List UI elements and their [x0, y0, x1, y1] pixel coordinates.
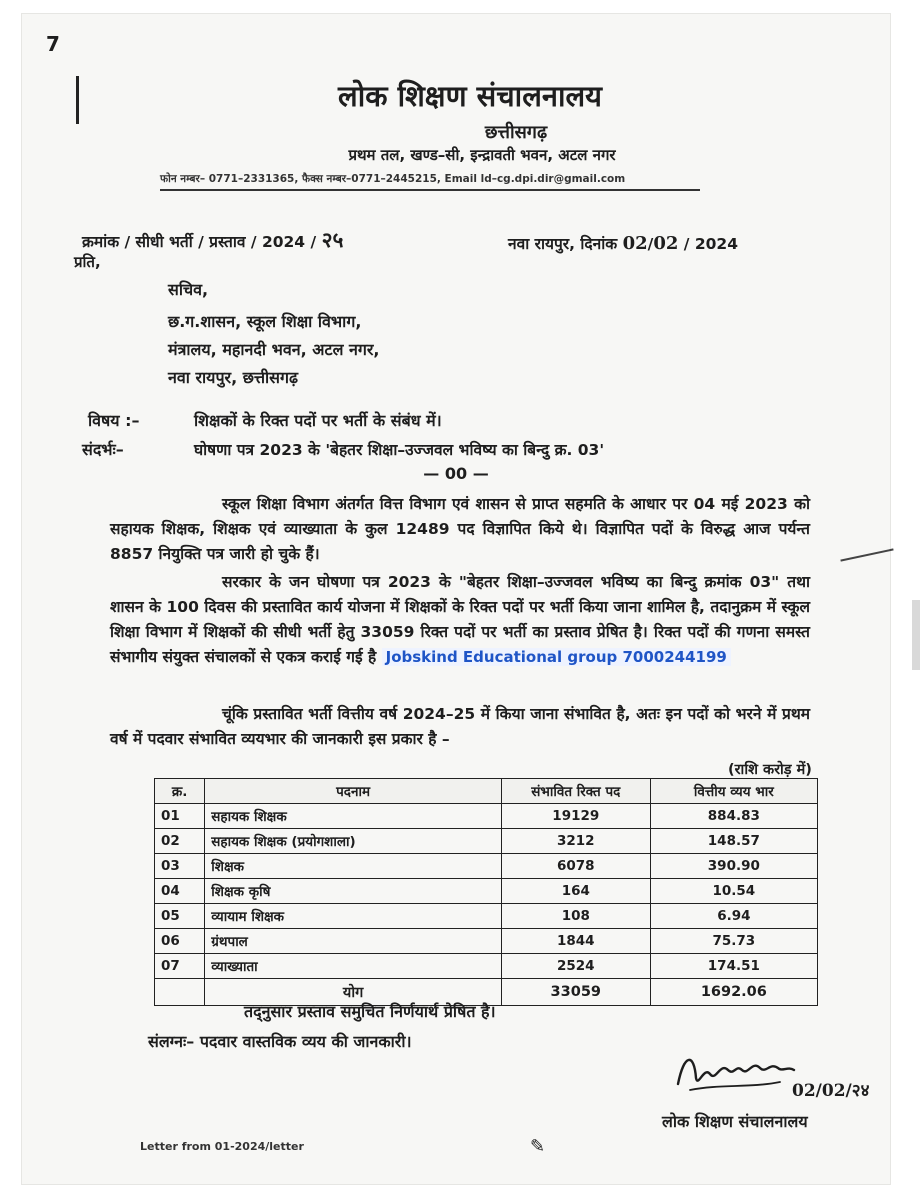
- footer-fragment: Letter from 01-2024/letter: [140, 1140, 304, 1153]
- subject-text: शिक्षकों के रिक्त पदों पर भर्ती के संबंध में।: [194, 411, 442, 430]
- reference-handwritten: २५: [321, 227, 344, 252]
- date-year: / 2024: [683, 235, 738, 253]
- row-vacancies: 164: [501, 879, 650, 904]
- currency-note: (राशि करोड़ में): [728, 762, 812, 778]
- table-row: [155, 829, 818, 854]
- paragraph-3-text: चूंकि प्रस्तावित भर्ती वित्तीय वर्ष 2024–25 में किया जाना संभावित है, अतः इन पदों को भरने में प्रथम वर्ष में पदवार संभावित व्ययभार की जानकारी इस प्रकार है –: [110, 705, 810, 748]
- table-row: [155, 804, 818, 829]
- table-row: [155, 879, 818, 904]
- page-number: 7: [46, 32, 60, 56]
- row-sn: 07: [155, 954, 205, 979]
- table-row: [155, 954, 818, 979]
- row-post: व्यायाम शिक्षक: [205, 904, 502, 929]
- date-month: 02: [653, 233, 679, 254]
- row-vacancies: 19129: [501, 804, 650, 829]
- row-post: शिक्षक कृषि: [205, 879, 502, 904]
- reference-doc-text: घोषणा पत्र 2023 के 'बेहतर शिक्षा–उज्जवल भविष्य का बिन्दु क्र. 03': [194, 441, 605, 459]
- row-cost: 174.51: [650, 954, 817, 979]
- date-prefix: नवा रायपुर, दिनांक: [508, 235, 618, 253]
- row-post: शिक्षक: [205, 854, 502, 879]
- header-cost: वित्तीय व्यय भार: [650, 779, 817, 804]
- row-sn: 04: [155, 879, 205, 904]
- recipient-line: नवा रायपुर, छत्तीसगढ़: [168, 368, 298, 387]
- date-day: 02: [622, 233, 648, 254]
- total-label: योग: [205, 979, 502, 1006]
- row-cost: 148.57: [650, 829, 817, 854]
- subject-label: विषय :–: [88, 411, 140, 430]
- signature-date: 02/02/२४: [792, 1081, 870, 1101]
- letterhead-title: लोक शिक्षण संचालनालय: [338, 79, 602, 113]
- row-cost: 390.90: [650, 854, 817, 879]
- reference-doc-label: संदर्भः–: [82, 440, 124, 459]
- row-cost: 6.94: [650, 904, 817, 929]
- recipient-line: छ.ग.शासन, स्कूल शिक्षा विभाग,: [168, 312, 362, 331]
- total-vacancies: 33059: [501, 979, 650, 1006]
- total-cost: 1692.06: [650, 979, 817, 1006]
- row-sn: 02: [155, 829, 205, 854]
- table-row: [155, 904, 818, 929]
- row-post: व्याख्याता: [205, 954, 502, 979]
- row-vacancies: 3212: [501, 829, 650, 854]
- row-sn: 03: [155, 854, 205, 879]
- row-cost: 884.83: [650, 804, 817, 829]
- row-cost: 75.73: [650, 929, 817, 954]
- header-vacancies: संभावित रिक्त पद: [501, 779, 650, 804]
- letterhead-contact: फोन नम्बर– 0771–2331365, फैक्स नम्बर–0771–2445215, Email ld–cg.dpi.dir@gmail.com: [160, 172, 700, 191]
- letterhead-address: प्रथम तल, खण्ड–सी, इन्द्रावती भवन, अटल नगर: [348, 146, 616, 164]
- recipient-label: प्रति,: [74, 253, 101, 271]
- letter-date: नवा रायपुर, दिनांक 02/02 / 2024: [508, 233, 738, 254]
- row-sn: 01: [155, 804, 205, 829]
- watermark-text: Jobskind Educational group 7000244199: [382, 648, 731, 666]
- row-sn: 05: [155, 904, 205, 929]
- handwritten-stroke: [840, 548, 893, 561]
- row-vacancies: 6078: [501, 854, 650, 879]
- row-vacancies: 2524: [501, 954, 650, 979]
- scroll-edge: [912, 600, 920, 670]
- row-vacancies: 108: [501, 904, 650, 929]
- paragraph-2: [110, 570, 810, 670]
- row-vacancies: 1844: [501, 929, 650, 954]
- header-post: पदनाम: [205, 779, 502, 804]
- recipient-line: मंत्रालय, महानदी भवन, अटल नगर,: [168, 340, 380, 359]
- letter-page: [22, 14, 890, 1184]
- paragraph-2-text: सरकार के जन घोषणा पत्र 2023 के "बेहतर शिक्षा–उज्जवल भविष्य का बिन्दु क्रमांक 03" तथा शासन के 100 दिवस की प्रस्तावित कार्य योजना में शिक्षकों के रिक्त पदों पर भर्ती किया जाना शामिल है, तदानुक्रम में स्कूल शिक्षा विभाग में शिक्षकों की सीधी भर्ती हेतु 33059 रिक्त पदों पर भर्ती का प्रस्ताव प्रेषित है। रिक्त पदों की गणना समस्त संभागीय संयुक्त संचालकों से एकत्र कराई गई है: [110, 573, 810, 666]
- table-row: [155, 929, 818, 954]
- reference-number: [82, 226, 343, 254]
- signature-office: लोक शिक्षण संचालनालय: [662, 1112, 808, 1131]
- row-post: सहायक शिक्षक (प्रयोगशाला): [205, 829, 502, 854]
- paragraph-1-text: स्कूल शिक्षा विभाग अंतर्गत वित्त विभाग एवं शासन से प्राप्त सहमति के आधार पर 04 मई 2023 को सहायक शिक्षक, शिक्षक एवं व्याख्याता के कुल 12489 पद विज्ञापित किये थे। विज्ञापित पदों के विरुद्ध आज पर्यन्त 8857 नियुक्ति पत्र जारी हो चुके हैं।: [110, 495, 810, 563]
- paragraph-3: [110, 702, 810, 752]
- separator: — 00 —: [423, 464, 489, 483]
- reference-prefix: क्रमांक / सीधी भर्ती / प्रस्ताव / 2024 /: [82, 233, 317, 251]
- table-row: [155, 854, 818, 879]
- row-post: ग्रंथपाल: [205, 929, 502, 954]
- letterhead-state: छत्तीसगढ़: [484, 122, 548, 143]
- recipient-line: सचिव,: [168, 280, 209, 299]
- row-post: सहायक शिक्षक: [205, 804, 502, 829]
- paragraph-1: [110, 492, 810, 567]
- closing-line: तद्नुसार प्रस्ताव समुचित निर्णयार्थ प्रेषित है।: [244, 1002, 496, 1021]
- vacancy-table: [154, 778, 818, 1006]
- mark-icon: ✎: [530, 1136, 546, 1157]
- row-cost: 10.54: [650, 879, 817, 904]
- row-sn: 06: [155, 929, 205, 954]
- enclosure-line: संलग्नः– पदवार वास्तविक व्यय की जानकारी।: [148, 1032, 412, 1051]
- table-header-row: [155, 779, 818, 804]
- header-sn: क्र.: [155, 779, 205, 804]
